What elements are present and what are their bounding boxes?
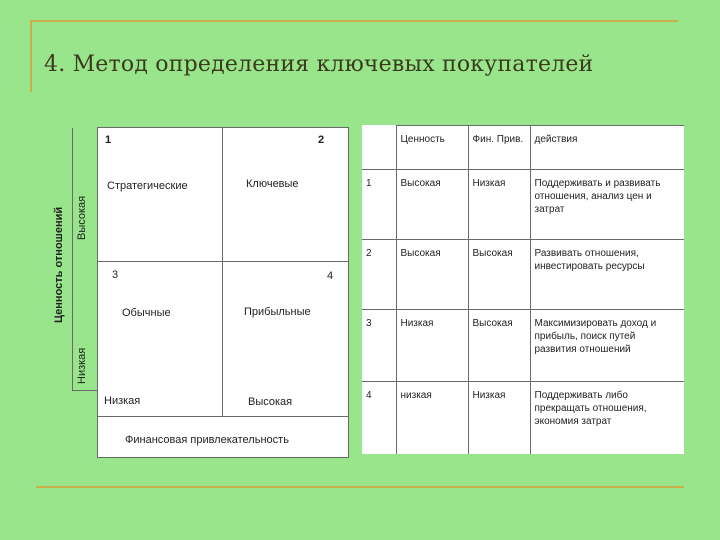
header-fin: Фин. Прив. (468, 126, 530, 170)
quadrant-strategic-label: Стратегические (107, 180, 188, 192)
row-num: 2 (362, 240, 396, 310)
row-value: Низкая (396, 310, 468, 382)
header-action: действия (530, 126, 684, 170)
bottom-decor-line (36, 486, 684, 488)
header-num (362, 126, 396, 170)
x-axis-high-label: Высокая (248, 396, 293, 408)
quadrant-4-number: 4 (327, 270, 334, 282)
row-action: Максимизировать доход и прибыль, поиск путей развития отношений (530, 310, 684, 382)
quadrant-1-number: 1 (105, 134, 112, 146)
table-row (362, 310, 684, 382)
x-axis-title: Финансовая привлекательность (125, 434, 289, 446)
quadrant-3-number: 3 (112, 269, 119, 281)
row-action: Поддерживать и развивать отношения, анализ цен и затрат (530, 170, 684, 240)
row-fin: Высокая (468, 240, 530, 310)
top-decor-line (30, 20, 678, 22)
quadrant-profitable-label: Прибыльные (244, 306, 311, 318)
y-axis-title: Ценность отношений (53, 206, 65, 323)
row-num: 1 (362, 170, 396, 240)
actions-table (362, 125, 684, 454)
row-value: Высокая (396, 240, 468, 310)
header-value: Ценность (396, 126, 468, 170)
row-fin: Высокая (468, 310, 530, 382)
page-title: 4. Метод определения ключевых покупателей (44, 52, 594, 77)
row-fin: Низкая (468, 382, 530, 454)
row-num: 3 (362, 310, 396, 382)
row-num: 4 (362, 382, 396, 454)
row-action: Развивать отношения, инвестировать ресурсы (530, 240, 684, 310)
left-decor-line (30, 20, 32, 92)
quadrant-ordinary-label: Обычные (122, 307, 171, 319)
quadrant-key-label: Ключевые (246, 178, 299, 190)
y-axis-inner-bottom (72, 390, 98, 391)
row-action: Поддерживать либо прекращать отношения, экономия затрат (530, 382, 684, 454)
matrix-horizontal-divider (98, 261, 348, 262)
row-value: низкая (396, 382, 468, 454)
y-axis-high-label: Высокая (76, 195, 88, 240)
table-row (362, 240, 684, 310)
matrix-box (97, 127, 349, 458)
row-value: Высокая (396, 170, 468, 240)
y-axis-low-label: Низкая (76, 347, 88, 384)
x-axis-low-label: Низкая (104, 395, 141, 407)
table-header-row (362, 126, 684, 170)
table-row (362, 170, 684, 240)
table-row (362, 382, 684, 454)
matrix-bottom-divider (98, 416, 348, 417)
row-fin: Низкая (468, 170, 530, 240)
quadrant-2-number: 2 (318, 134, 325, 146)
y-axis-inner-line (72, 128, 73, 390)
matrix-vertical-divider (222, 128, 223, 416)
